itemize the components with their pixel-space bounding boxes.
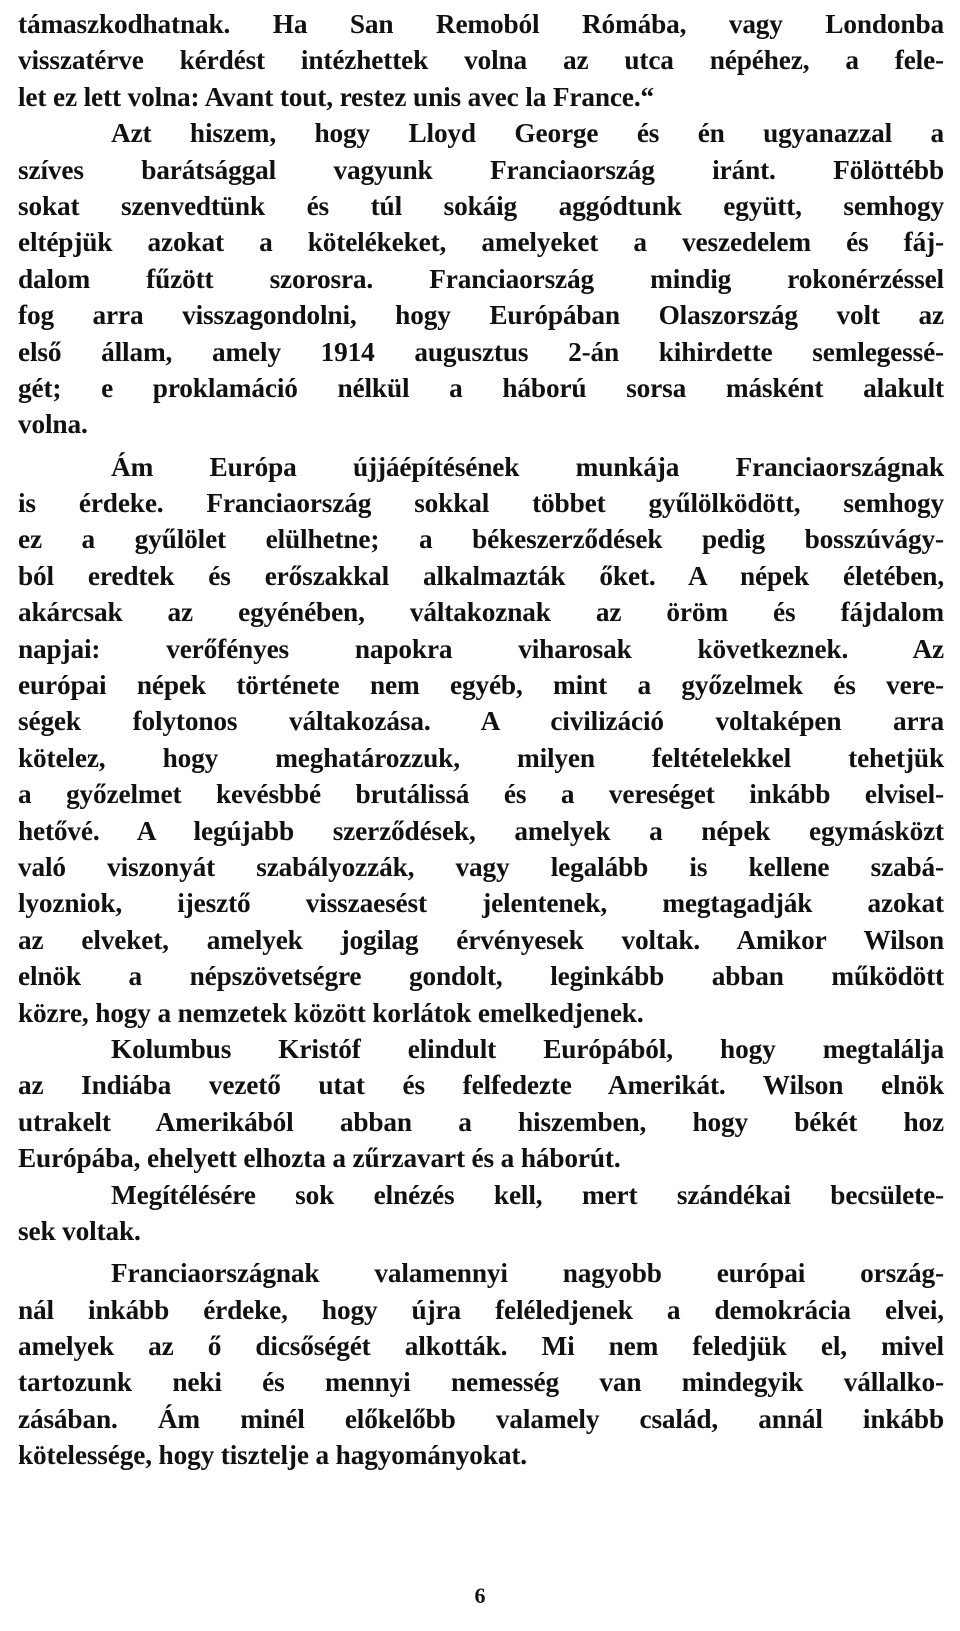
text-line: Ám Európa újjáépítésének munkája Franciaországnak — [111, 451, 944, 482]
paragraph-4 — [18, 1031, 944, 1177]
text-line: akárcsak az egyénében, váltakoznak az öröm és fájdalom — [18, 597, 944, 628]
text-line: utrakelt Amerikából abban a hiszemben, hogy békét hoz — [18, 1106, 944, 1137]
text-line: az Indiába vezető utat és felfedezte Amerikát. Wilson elnök — [18, 1070, 944, 1101]
text-line: az elveket, amelyek jogilag érvényesek voltak. Amikor Wilson — [18, 924, 944, 955]
text-line: ez a gyűlölet elülhetne; a békeszerződések pedig bosszúvágy- — [18, 524, 944, 555]
text-line: európai népek története nem egyéb, mint a győzelmek és vere- — [18, 670, 944, 701]
paragraph-6 — [18, 1255, 944, 1473]
text-line: Európába, ehelyett elhozta a zűrzavart és a háborút. — [18, 1143, 621, 1174]
text-line: gét; e proklamáció nélkül a háború sorsa másként alakult — [18, 372, 944, 403]
text-line: is érdeke. Franciaország sokkal többet gyűlölködött, semhogy — [18, 488, 944, 519]
text-line: elnök a népszövetségre gondolt, leginkább abban működött — [18, 961, 944, 992]
text-line: amelyek az ő dicsőségét alkották. Mi nem feledjük el, mivel — [18, 1331, 944, 1362]
text-line: nál inkább érdeke, hogy újra feléledjenek a demokrácia elvei, — [18, 1294, 944, 1325]
text-line: közre, hogy a nemzetek között korlátok emelkedjenek. — [18, 997, 644, 1028]
text-line: Megítélésére sok elnézés kell, mert szándékai becsülete- — [111, 1179, 944, 1210]
paragraph-5 — [18, 1177, 944, 1250]
text-line: dalom fűzött szorosra. Franciaország mindig rokonérzéssel — [18, 263, 944, 294]
page-number: 6 — [474, 1583, 486, 1608]
text-line: eltépjük azokat a kötelékeket, amelyeket a veszedelem és fáj- — [18, 227, 944, 258]
text-line: első állam, amely 1914 augusztus 2-án kihirdette semlegessé- — [18, 336, 944, 367]
text-line: sokat szenvedtünk és túl sokáig aggódtunk együtt, semhogy — [18, 190, 944, 221]
text-line: Kolumbus Kristóf elindult Európából, hogy megtalálja — [111, 1033, 944, 1064]
text-line: tartozunk neki és mennyi nemesség van mindegyik vállalko- — [18, 1367, 944, 1398]
text-line: Franciaországnak valamennyi nagyobb európai ország- — [111, 1258, 944, 1289]
paragraph-3 — [18, 449, 944, 1031]
text-line: hetővé. A legújabb szerződések, amelyek a népek egymásközt — [18, 815, 944, 846]
text-line: fog arra visszagondolni, hogy Európában Olaszország volt az — [18, 300, 944, 331]
text-line: zásában. Ám minél előkelőbb valamely család, annál inkább — [18, 1403, 944, 1434]
text-line: támaszkodhatnak. Ha San Remoból Rómába, vagy Londonba — [18, 9, 944, 39]
text-line: sek voltak. — [18, 1215, 141, 1246]
text-line: való viszonyát szabályozzák, vagy legalább is kellene szabá- — [18, 851, 944, 882]
text-line: napjai: verőfényes napokra viharosak következnek. Az — [18, 633, 944, 664]
text-line: visszatérve kérdést intézhettek volna az utca népéhez, a fele- — [18, 45, 944, 76]
text-line: ségek folytonos váltakozása. A civilizáció voltaképen arra — [18, 706, 944, 737]
document-page — [18, 6, 944, 1474]
text-line: ból eredtek és erőszakkal alkalmazták őket. A népek életében, — [18, 560, 944, 591]
paragraph-1 — [18, 6, 944, 115]
text-line: Azt hiszem, hogy Lloyd George és én ugyanazzal a — [111, 118, 944, 149]
text-line: a győzelmet kevésbbé brutálissá és a vereséget inkább elvisel- — [18, 779, 944, 810]
text-line: lyozniok, ijesztő visszaesést jelentenek, megtagadják azokat — [18, 888, 944, 919]
text-line: kötelessége, hogy tisztelje a hagyományokat. — [18, 1440, 527, 1471]
text-line: kötelez, hogy meghatározzuk, milyen feltételekkel tehetjük — [18, 742, 944, 773]
text-line: volna. — [18, 409, 88, 440]
paragraph-2 — [18, 115, 944, 443]
text-line: let ez lett volna: Avant tout, restez unis avec la France.“ — [18, 81, 655, 112]
text-line: szíves barátsággal vagyunk Franciaország iránt. Fölöttébb — [18, 154, 944, 185]
